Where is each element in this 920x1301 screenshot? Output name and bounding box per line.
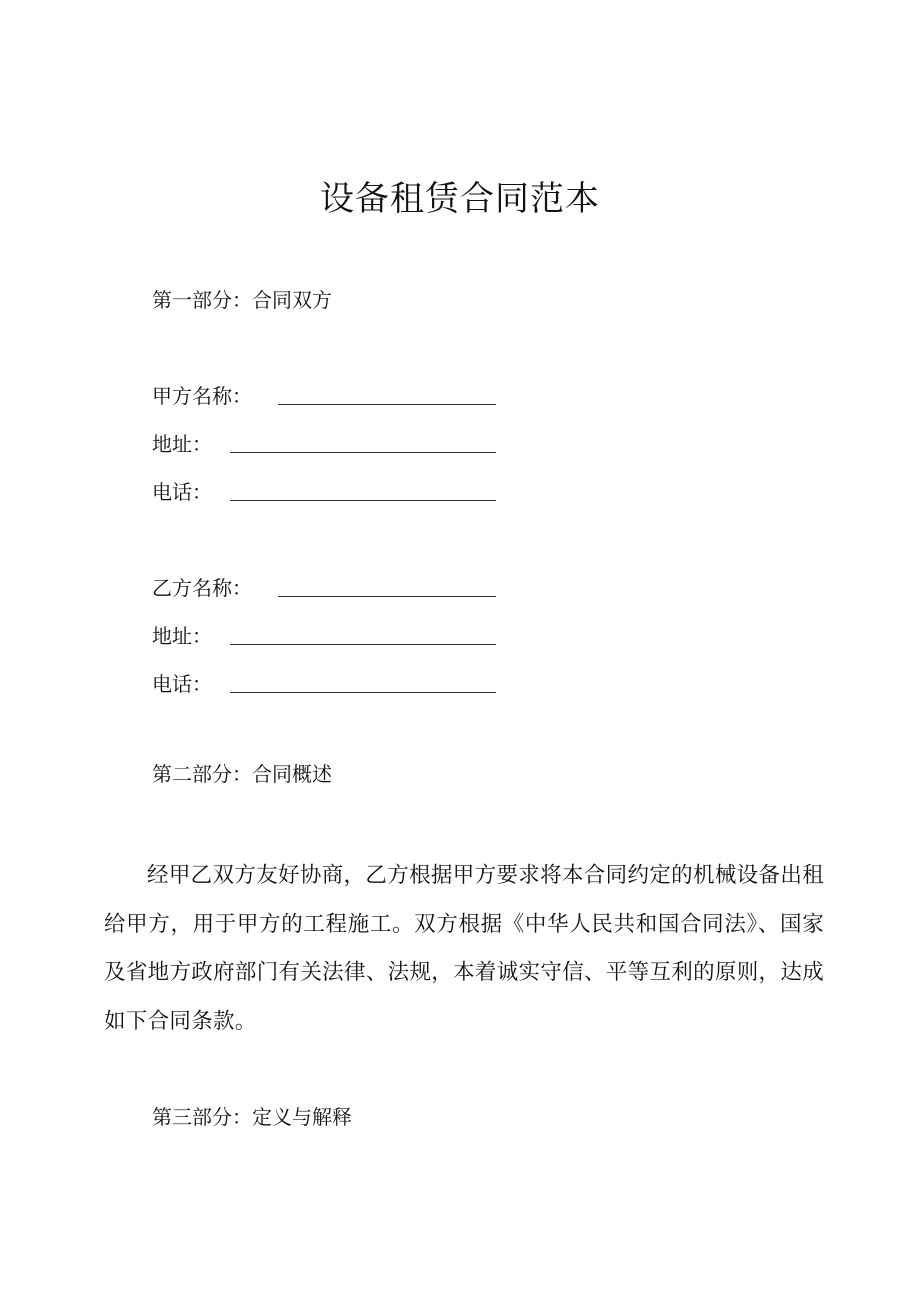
section-heading-overview: 第二部分：合同概述 <box>152 762 332 786</box>
party-b-name-field <box>152 572 496 602</box>
party-a-phone-field <box>152 476 496 506</box>
party-a-address-field <box>152 428 496 458</box>
document-title: 设备租赁合同范本 <box>320 179 600 219</box>
party-b-phone-field <box>152 668 496 698</box>
party-b-name-label: 乙方名称： <box>152 576 252 600</box>
party-b-phone-label: 电话： <box>152 672 212 696</box>
party-b-address-field <box>152 620 496 650</box>
party-b-address-label: 地址： <box>152 624 212 648</box>
party-a-address-label: 地址： <box>152 432 212 456</box>
section-heading-definitions: 第三部分：定义与解释 <box>152 1105 352 1129</box>
party-b-name-blank <box>278 596 496 597</box>
party-a-address-blank <box>230 452 496 453</box>
party-a-name-blank <box>278 404 496 405</box>
party-a-name-label: 甲方名称： <box>152 384 252 408</box>
party-a-phone-label: 电话： <box>152 480 212 504</box>
party-b-address-blank <box>230 644 496 645</box>
party-a-name-field <box>152 380 496 410</box>
overview-paragraph: 经甲乙双方友好协商，乙方根据甲方要求将本合同约定的机械设备出租给甲方，用于甲方的工程施工。双方根据《中华人民共和国合同法》、国家及省地方政府部门有关法律、法规，本着诚实守信、平等互利的原则，达成如下合同条款。 <box>104 863 824 1034</box>
section-heading-parties: 第一部分：合同双方 <box>152 288 332 312</box>
party-b-phone-blank <box>230 692 496 693</box>
party-a-phone-blank <box>230 500 496 501</box>
